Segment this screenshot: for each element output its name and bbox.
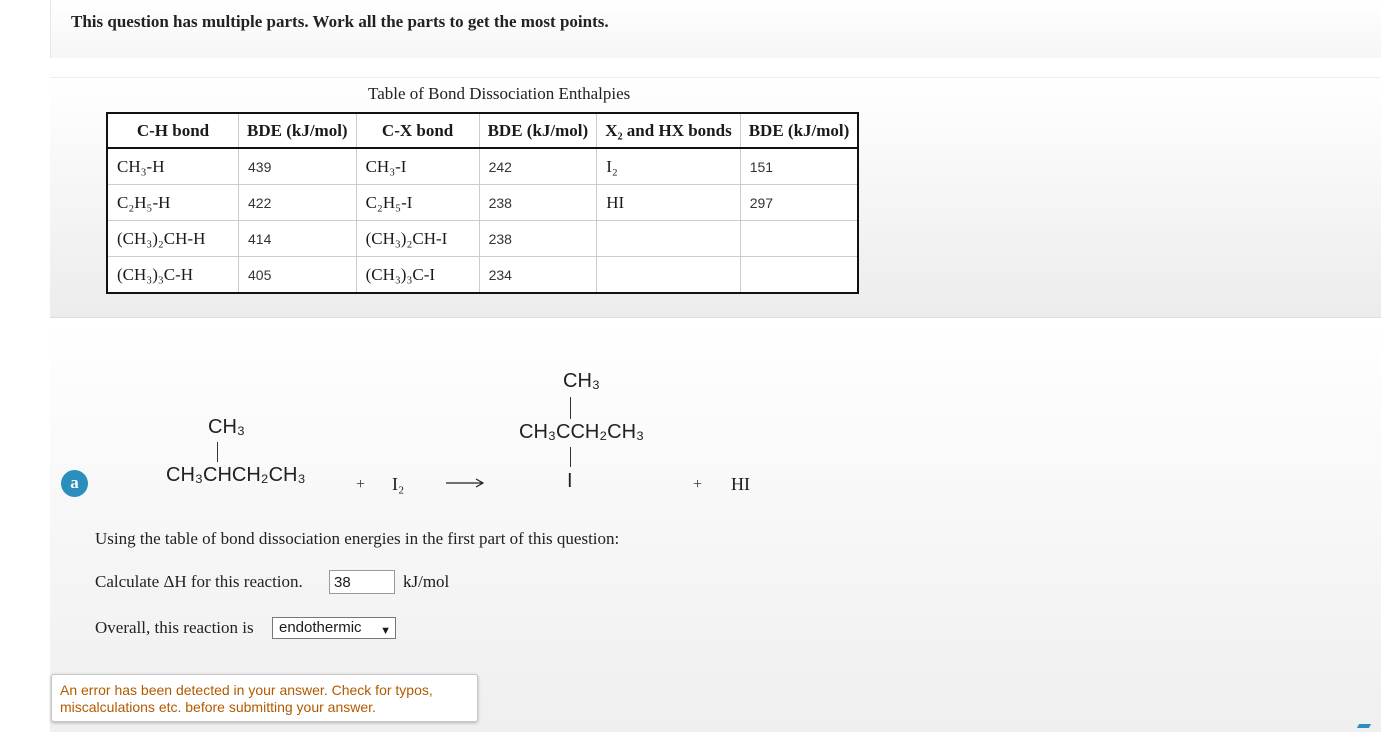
- select-value: endothermic: [279, 619, 362, 636]
- table-cell: I₂: [597, 148, 741, 185]
- table-cell: 405: [239, 257, 357, 294]
- error-message-box: An error has been detected in your answer. Check for typos, miscalculations etc. before submitting your answer.: [51, 674, 478, 722]
- table-cell: 238: [479, 221, 597, 257]
- reactant-substituent: CH₃: [208, 416, 246, 438]
- col-header: C-X bond: [356, 113, 479, 148]
- table-cell: 422: [239, 185, 357, 221]
- product-bottom-bond: [570, 447, 571, 467]
- product-top-substituent: CH₃: [563, 370, 601, 392]
- plus-sign: +: [693, 476, 703, 493]
- col-header: C-H bond: [107, 113, 239, 148]
- table-cell: CH₃-I: [356, 148, 479, 185]
- table-cell: (CH₃)₂CH-H: [107, 221, 239, 257]
- col-header: BDE (kJ/mol): [239, 113, 357, 148]
- table-cell: [740, 221, 858, 257]
- plus-sign: +: [356, 476, 366, 493]
- reagent-i2: I₂: [392, 474, 405, 494]
- table-cell: 242: [479, 148, 597, 185]
- instruction-text: This question has multiple parts. Work all the parts to get the most points.: [71, 12, 609, 31]
- bde-table: [106, 112, 859, 294]
- table-header-row: [107, 113, 858, 148]
- table-cell: HI: [597, 185, 741, 221]
- reactant-bond: [217, 442, 218, 462]
- reaction-type-select[interactable]: [272, 617, 396, 639]
- table-cell: [597, 221, 741, 257]
- table-caption: Table of Bond Dissociation Enthalpies: [368, 84, 631, 103]
- reaction-arrow-icon: [446, 477, 484, 489]
- table-cell: C₂H₅-I: [356, 185, 479, 221]
- table-cell: (CH₃)₃C-I: [356, 257, 479, 294]
- table-row: [107, 257, 858, 294]
- byproduct-hi: HI: [731, 474, 750, 494]
- part-a-panel: [50, 318, 1381, 732]
- table-cell: 414: [239, 221, 357, 257]
- table-row: [107, 148, 858, 185]
- part-a-badge: a: [61, 470, 88, 497]
- instruction-header: [50, 0, 1381, 58]
- table-cell: [740, 257, 858, 294]
- table-cell: [597, 257, 741, 294]
- table-cell: (CH₃)₂CH-I: [356, 221, 479, 257]
- unit-label: kJ/mol: [403, 572, 450, 591]
- overall-label: Overall, this reaction is: [95, 618, 254, 637]
- table-cell: 234: [479, 257, 597, 294]
- table-row: [107, 221, 858, 257]
- table-cell: 439: [239, 148, 357, 185]
- table-cell: C₂H₅-H: [107, 185, 239, 221]
- product-iodine: I: [567, 470, 573, 492]
- table-cell: (CH₃)₃C-H: [107, 257, 239, 294]
- table-cell: 238: [479, 185, 597, 221]
- table-cell: 297: [740, 185, 858, 221]
- col-header: X₂ and HX bonds: [597, 113, 741, 148]
- product-chain: CH₃CCH₂CH₃: [519, 421, 645, 443]
- corner-accent-icon: [1357, 724, 1371, 728]
- table-cell: CH₃-H: [107, 148, 239, 185]
- table-cell: 151: [740, 148, 858, 185]
- col-header: BDE (kJ/mol): [479, 113, 597, 148]
- question-prompt: Using the table of bond dissociation energies in the first part of this question:: [95, 529, 620, 548]
- delta-h-input[interactable]: 38: [329, 570, 395, 594]
- calc-label: Calculate ΔH for this reaction.: [95, 572, 303, 591]
- reactant-chain: CH₃CHCH₂CH₃: [166, 464, 306, 486]
- chevron-down-icon: ▼: [380, 625, 391, 637]
- col-header: BDE (kJ/mol): [740, 113, 858, 148]
- table-row: [107, 185, 858, 221]
- product-top-bond: [570, 397, 571, 419]
